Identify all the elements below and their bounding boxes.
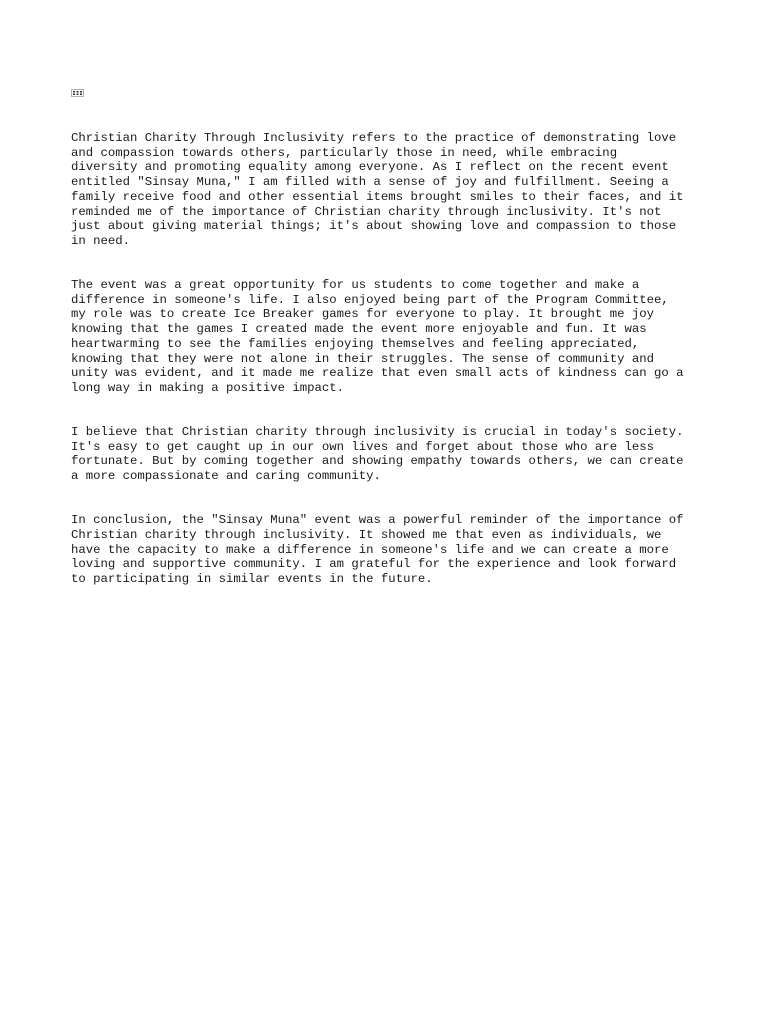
text-line: heartwarming to see the families enjoying themselves and feeling appreciated, [71, 336, 640, 351]
text-line: unity was evident, and it made me realize that even small acts of kindness can go a [71, 366, 684, 381]
text-line: my role was to create Ice Breaker games for everyone to play. It brought me joy [71, 307, 654, 322]
text-line: knowing that the games I created made the event more enjoyable and fun. It was [71, 322, 647, 337]
text-line: fortunate. But by coming together and showing empathy towards others, we can create [71, 454, 684, 469]
unrecognized-glyph-icon [71, 89, 84, 97]
text-line: in need. [71, 233, 131, 248]
text-line: knowing that they were not alone in their struggles. The sense of community and [71, 351, 654, 366]
text-line: In conclusion, the "Sinsay Muna" event was a powerful reminder of the importance of [71, 513, 684, 528]
text-line: have the capacity to make a difference in someone's life and we can create a more [71, 542, 669, 557]
text-line: and compassion towards others, particularly those in need, while embracing [71, 145, 618, 160]
text-line: Christian Charity Through Inclusivity refers to the practice of demonstrating love [71, 131, 677, 145]
text-line: loving and supportive community. I am grateful for the experience and look forward [71, 557, 677, 572]
text-line: family receive food and other essential items brought smiles to their faces, and it [71, 189, 684, 204]
paragraph-3 [71, 425, 711, 484]
paragraph-4 [71, 513, 711, 587]
paragraph-2 [71, 278, 711, 396]
paragraph-1 [71, 131, 711, 249]
text-line: I believe that Christian charity through inclusivity is crucial in today's society. [71, 425, 684, 440]
text-line: It's easy to get caught up in our own lives and forget about those who are less [71, 439, 654, 454]
text-line: diversity and promoting equality among everyone. As I reflect on the recent event [71, 160, 669, 175]
text-line: to participating in similar events in the future. [71, 572, 433, 587]
text-line: Christian charity through inclusivity. It showed me that even as individuals, we [71, 527, 662, 542]
document-body [71, 131, 711, 616]
text-line: a more compassionate and caring community. [71, 469, 381, 484]
text-line: reminded me of the importance of Christian charity through inclusivity. It's not [71, 204, 662, 219]
text-line: difference in someone's life. I also enjoyed being part of the Program Committee, [71, 292, 669, 307]
text-line: entitled "Sinsay Muna," I am filled with a sense of joy and fulfillment. Seeing a [71, 175, 669, 190]
text-line: just about giving material things; it's about showing love and compassion to those [71, 219, 677, 234]
text-line: The event was a great opportunity for us students to come together and make a [71, 278, 640, 293]
text-line: long way in making a positive impact. [71, 380, 345, 395]
